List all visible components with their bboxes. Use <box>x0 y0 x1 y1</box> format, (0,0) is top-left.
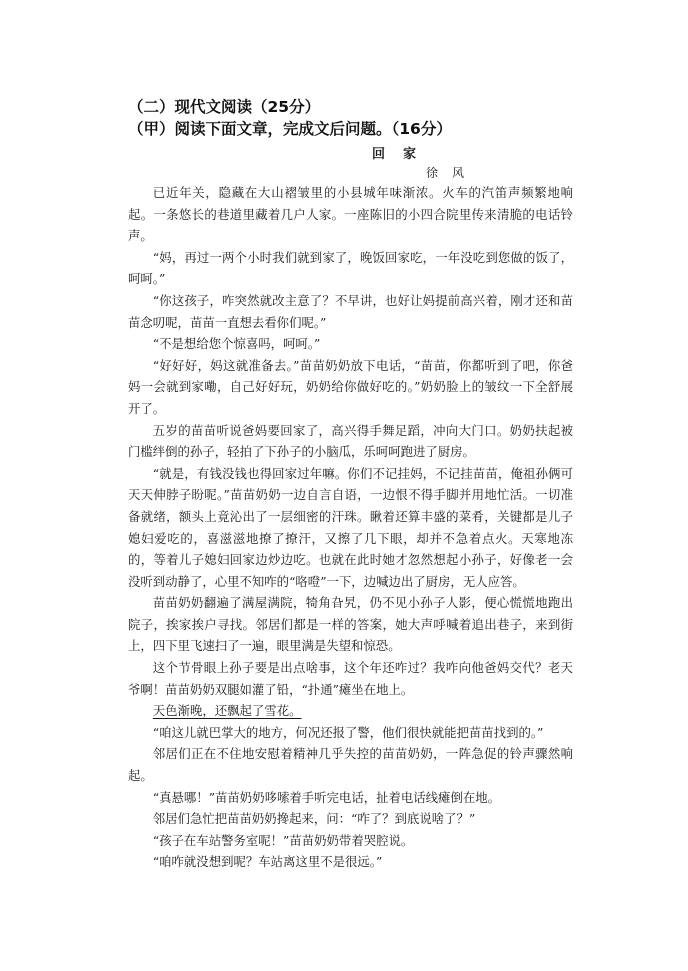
paragraph: “好好好，妈这就准备去。”苗苗奶奶放下电话，“苗苗，你都听到了吧，你爸妈一会就到家嘞，自己好好玩，奶奶给你做好吃的。”奶奶脸上的皱纹一下全舒展开了。 <box>128 357 573 416</box>
paragraph: “孩子在车站警务室呢！”苗苗奶奶带着哭腔说。 <box>152 832 414 848</box>
paragraph: “妈，再过一两个小时我们就到家了，晚饭回家吃，一年没吃到您做的饭了，呵呵。” <box>128 249 573 287</box>
paragraph: “咱咋就没想到呢？车站离这里不是很远。” <box>152 854 383 870</box>
paragraph: 这个节骨眼上孙子要是出点啥事，这个年还咋过？我咋向他爸妈交代？老天爷啊！苗苗奶奶双腿如灌了铅，“扑通”瘫坐在地上。 <box>128 660 573 697</box>
paragraph: 已近年关，隐藏在大山褶皱里的小县城年味渐浓。火车的汽笛声频繁地响起。一条悠长的巷道里藏着几户人家。一座陈旧的小四合院里传来清脆的电话铃声。 <box>128 185 573 244</box>
paragraph: “就是，有钱没钱也得回家过年嘛。你们不记挂妈，不记挂苗苗，俺祖孙俩可天天伸脖子盼呢。”苗苗奶奶一边自言自语，一边恨不得手脚并用地忙活。一切准备就绪，额头上竟沁出了一层细密的汗珠。瞅着还算丰盛的菜肴，关键都是儿子媳妇爱吃的，喜滋滋地撩了撩汗，又擦了几下眼，却并不急着点火。天寒地冻的，等着儿子媳妇回家边炒边吃。也就在此时她才忽然想起小孙子，好像老一会没听到动静了，心里不知咋的“咯噔”一下，边喊边出了厨房，无人应答。 <box>128 465 573 589</box>
article-title: 回家 <box>372 147 435 162</box>
underlined-text: 天色渐晚，还飘起了雪花。 <box>152 703 302 719</box>
paragraph: 五岁的苗苗听说爸妈要回家了，高兴得手舞足蹈，冲向大门口。奶奶扶起被门槛绊倒的孙子，轻拍了下孙子的小脑瓜，乐呵呵跑进了厨房。 <box>128 422 573 460</box>
paragraph: “你这孩子，咋突然就改主意了？不早讲，也好让妈提前高兴着，刚才还和苗苗念叨呢，苗苗一直想去看你们呢。” <box>128 292 573 330</box>
paragraph: 苗苗奶奶翻遍了满屋满院，犄角旮旯，仍不见小孙子人影，便心慌慌地跑出院子，挨家挨户寻找。邻居们都是一样的答案，她大声呼喊着追出巷子，来到街上，四下里飞速扫了一遍，眼里满是失望和惊恐。 <box>128 595 573 654</box>
underlined-sentence <box>128 700 573 722</box>
paragraph: 邻居们急忙把苗苗奶奶搀起来，问：“咋了？到底说啥了？” <box>152 811 476 827</box>
paragraph: “真悬哪！”苗苗奶奶哆嗦着手听完电话，扯着电话线瘫倒在地。 <box>152 789 501 805</box>
question-instruction: （甲）阅读下面文章，完成文后问题。（16分） <box>128 120 452 138</box>
article-author: 徐风 <box>426 166 479 180</box>
section-heading: （二）现代文阅读（25分） <box>128 98 321 116</box>
paragraph: 邻居们正在不住地安慰着精神几乎失控的苗苗奶奶，一阵急促的铃声骤然响起。 <box>128 746 573 784</box>
article-body <box>128 182 573 873</box>
paragraph: “咱这儿就巴掌大的地方，何况还报了警，他们很快就能把苗苗找到的。” <box>152 724 544 740</box>
paragraph: “不是想给您个惊喜吗，呵呵。” <box>152 336 321 352</box>
